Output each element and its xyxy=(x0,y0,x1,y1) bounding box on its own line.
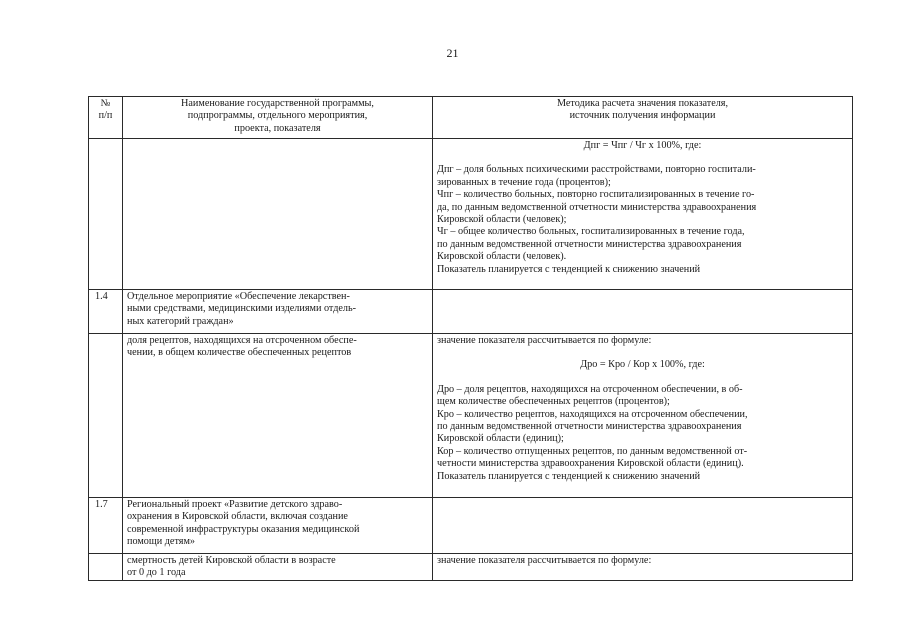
row-method-cell xyxy=(433,334,853,498)
row-method-cell xyxy=(433,290,853,334)
row-number-cell xyxy=(89,554,123,581)
trend-note: Показатель планируется с тенденцией к снижению значений xyxy=(437,263,701,275)
row-number-cell: 1.7 xyxy=(89,498,123,554)
page-number: 21 xyxy=(446,46,459,60)
row-number-cell xyxy=(89,139,123,290)
formula: Дро = Кро / Кор x 100%, где: xyxy=(580,359,705,371)
table-row xyxy=(89,554,853,581)
row-name-cell: доля рецептов, находящихся на отсроченном обеспе- чении, в общем количестве обеспеченных рецептов xyxy=(123,334,433,498)
table-header-row xyxy=(89,97,853,139)
formula: Дпг = Чпг / Чг x 100%, где: xyxy=(583,140,702,151)
formula-intro: значение показателя рассчитывается по формуле: xyxy=(437,555,652,566)
row-name-cell: смертность детей Кировской области в возрасте от 0 до 1 года xyxy=(123,554,433,581)
definition-line: Чг – общее количество больных, госпитализированных в течение года, по данным ведомственной отчетности министерства здравоохранения Кировской области (человек). xyxy=(437,226,745,263)
header-method: Методика расчета значения показателя, источник получения информации xyxy=(433,97,853,139)
definition-line: Кро – количество рецептов, находящихся на отсроченном обеспечении, по данным ведомственной отчетности министерства здравоохранения Кировской области (единиц); xyxy=(437,408,748,445)
definition-line: Кор – количество отпущенных рецептов, по данным ведомственной от- четности министерства здравоохранения Кировской области (единиц). xyxy=(437,445,748,470)
definition-line: Дпг – доля больных психическими расстройствами, повторно госпитали- зированных в течение года (процентов); xyxy=(437,164,756,188)
definition-line: Чпг – количество больных, повторно госпитализированных в течение го- да, по данным ведомственной отчетности министерства здравоохранения Кировской области (человек); xyxy=(437,189,757,226)
header-number: № п/п xyxy=(89,97,123,139)
row-name-cell xyxy=(123,139,433,290)
row-method-cell xyxy=(433,498,853,554)
table-row xyxy=(89,334,853,498)
row-name-cell: Региональный проект «Развитие детского здраво- охранения в Кировской области, включая создание современной инфраструктуры оказания медицинской помощи детям» xyxy=(123,498,433,554)
row-name-cell: Отдельное мероприятие «Обеспечение лекарствен- ными средствами, медицинскими изделиями отдель- ных категорий граждан» xyxy=(123,290,433,334)
row-number-cell: 1.4 xyxy=(89,290,123,334)
definition-line: Дро – доля рецептов, находящихся на отсроченном обеспечении, в об- щем количестве обеспеченных рецептов (процентов); xyxy=(437,383,743,408)
row-number-cell xyxy=(89,334,123,498)
table-row xyxy=(89,290,853,334)
formula-intro: значение показателя рассчитывается по формуле: xyxy=(437,335,652,346)
table-row xyxy=(89,498,853,554)
indicators-table xyxy=(88,96,853,581)
row-method-cell xyxy=(433,554,853,581)
trend-note: Показатель планируется с тенденцией к снижению значений xyxy=(437,470,701,482)
table-row xyxy=(89,139,853,290)
row-method-cell xyxy=(433,139,853,290)
header-name: Наименование государственной программы, подпрограммы, отдельного мероприятия, проекта, показателя xyxy=(123,97,433,139)
